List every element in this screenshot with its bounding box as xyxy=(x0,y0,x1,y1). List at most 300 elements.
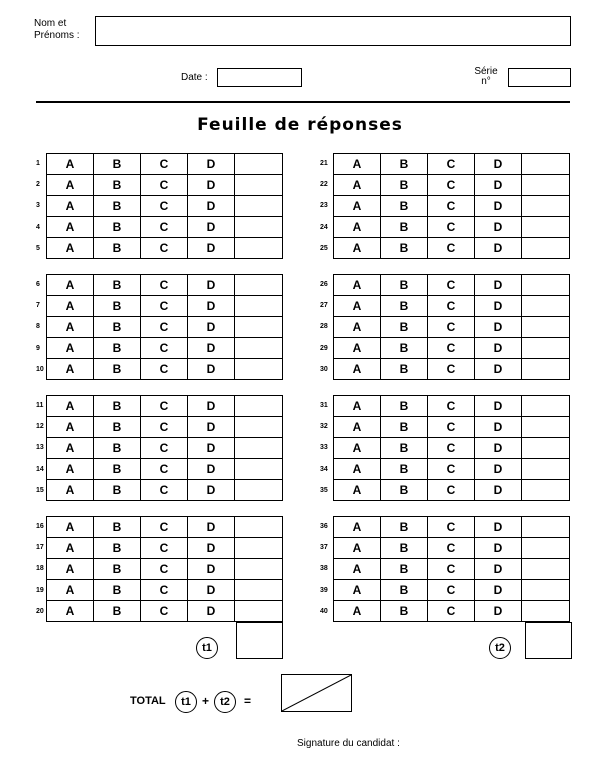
option-a-cell[interactable]: A xyxy=(47,559,94,580)
answer-mark-cell[interactable] xyxy=(235,154,283,175)
question-row xyxy=(334,417,570,438)
question-number: 27 xyxy=(320,302,328,310)
question-row xyxy=(334,459,570,480)
answer-mark-cell[interactable] xyxy=(235,538,283,559)
option-b-cell[interactable]: B xyxy=(381,559,428,580)
answer-mark-cell[interactable] xyxy=(522,175,570,196)
date-label: Date : xyxy=(181,72,208,83)
question-row xyxy=(47,296,283,317)
question-number: 31 xyxy=(320,402,328,409)
name-field[interactable] xyxy=(95,16,571,46)
question-row xyxy=(47,317,283,338)
option-c-cell[interactable]: C xyxy=(428,275,475,296)
question-number: 33 xyxy=(320,444,328,452)
option-b-cell[interactable]: B xyxy=(94,480,141,501)
option-c-cell[interactable]: C xyxy=(141,154,188,175)
option-c-cell[interactable]: C xyxy=(141,175,188,196)
question-row xyxy=(47,417,283,438)
question-row xyxy=(47,359,283,380)
option-d-cell[interactable]: D xyxy=(188,275,235,296)
option-d-cell[interactable]: D xyxy=(188,459,235,480)
option-a-cell[interactable]: A xyxy=(47,538,94,559)
question-number: 36 xyxy=(320,523,328,530)
option-d-cell[interactable]: D xyxy=(475,517,522,538)
option-c-cell[interactable]: C xyxy=(141,580,188,601)
option-c-cell[interactable]: C xyxy=(141,559,188,580)
option-a-cell[interactable]: A xyxy=(47,580,94,601)
answer-block xyxy=(333,516,570,622)
option-b-cell[interactable]: B xyxy=(94,275,141,296)
question-row xyxy=(334,538,570,559)
subtotal-t1-box[interactable] xyxy=(236,622,283,659)
question-number: 19 xyxy=(36,586,44,594)
question-row xyxy=(47,559,283,580)
option-c-cell[interactable]: C xyxy=(141,459,188,480)
option-c-cell[interactable]: C xyxy=(141,238,188,259)
option-d-cell[interactable]: D xyxy=(188,238,235,259)
total-t1-badge: t1 xyxy=(175,691,197,713)
option-b-cell[interactable]: B xyxy=(381,417,428,438)
option-a-cell[interactable]: A xyxy=(334,217,381,238)
question-number: 5 xyxy=(36,244,40,252)
answer-mark-cell[interactable] xyxy=(522,480,570,501)
option-b-cell[interactable]: B xyxy=(381,359,428,380)
serie-field[interactable] xyxy=(508,68,571,87)
option-d-cell[interactable]: D xyxy=(188,359,235,380)
question-number: 6 xyxy=(36,281,40,288)
option-b-cell[interactable]: B xyxy=(94,217,141,238)
date-field[interactable] xyxy=(217,68,302,87)
question-row xyxy=(334,296,570,317)
option-b-cell[interactable]: B xyxy=(94,175,141,196)
question-number: 2 xyxy=(36,181,40,189)
option-a-cell[interactable]: A xyxy=(334,438,381,459)
option-b-cell[interactable]: B xyxy=(94,417,141,438)
question-row xyxy=(47,238,283,259)
option-c-cell[interactable]: C xyxy=(141,438,188,459)
question-number: 10 xyxy=(36,365,44,373)
total-plus: + xyxy=(202,694,210,708)
answer-mark-cell[interactable] xyxy=(235,296,283,317)
option-a-cell[interactable]: A xyxy=(334,359,381,380)
option-a-cell[interactable]: A xyxy=(334,154,381,175)
answer-mark-cell[interactable] xyxy=(522,154,570,175)
subtotal-t1-badge: t1 xyxy=(196,637,218,659)
option-c-cell[interactable]: C xyxy=(141,196,188,217)
answer-block xyxy=(46,395,283,501)
option-c-cell[interactable]: C xyxy=(428,317,475,338)
question-number: 1 xyxy=(36,160,40,167)
serie-label xyxy=(468,67,504,87)
total-equals: = xyxy=(244,694,252,708)
question-row xyxy=(334,480,570,501)
option-c-cell[interactable]: C xyxy=(428,175,475,196)
answer-mark-cell[interactable] xyxy=(522,317,570,338)
option-d-cell[interactable]: D xyxy=(188,538,235,559)
answer-mark-cell[interactable] xyxy=(235,580,283,601)
option-d-cell[interactable]: D xyxy=(188,559,235,580)
question-number: 25 xyxy=(320,244,328,252)
option-a-cell[interactable]: A xyxy=(47,238,94,259)
option-a-cell[interactable]: A xyxy=(334,275,381,296)
question-number: 18 xyxy=(36,565,44,573)
option-a-cell[interactable]: A xyxy=(47,154,94,175)
option-a-cell[interactable]: A xyxy=(47,296,94,317)
answer-mark-cell[interactable] xyxy=(235,275,283,296)
option-d-cell[interactable]: D xyxy=(188,480,235,501)
option-b-cell[interactable]: B xyxy=(381,517,428,538)
option-d-cell[interactable]: D xyxy=(188,580,235,601)
option-b-cell[interactable]: B xyxy=(381,438,428,459)
option-c-cell[interactable]: C xyxy=(141,275,188,296)
total-label: TOTAL xyxy=(130,695,166,707)
option-b-cell[interactable]: B xyxy=(94,359,141,380)
option-d-cell[interactable]: D xyxy=(475,275,522,296)
answer-mark-cell[interactable] xyxy=(235,317,283,338)
serie-label-line-2: n° xyxy=(481,76,491,87)
option-c-cell[interactable]: C xyxy=(428,238,475,259)
option-c-cell[interactable]: C xyxy=(141,396,188,417)
option-a-cell[interactable]: A xyxy=(334,459,381,480)
question-number: 9 xyxy=(36,344,40,352)
question-row xyxy=(334,196,570,217)
answer-block xyxy=(46,516,283,622)
option-b-cell[interactable]: B xyxy=(381,154,428,175)
option-a-cell[interactable]: A xyxy=(47,480,94,501)
question-number: 32 xyxy=(320,423,328,431)
option-a-cell[interactable]: A xyxy=(47,317,94,338)
option-c-cell[interactable]: C xyxy=(428,580,475,601)
option-a-cell[interactable]: A xyxy=(47,217,94,238)
question-number: 34 xyxy=(320,465,328,473)
answer-mark-cell[interactable] xyxy=(522,459,570,480)
question-number: 8 xyxy=(36,323,40,331)
option-d-cell[interactable]: D xyxy=(188,175,235,196)
question-row xyxy=(47,217,283,238)
question-row xyxy=(334,359,570,380)
question-number: 37 xyxy=(320,544,328,552)
option-b-cell[interactable]: B xyxy=(381,480,428,501)
option-b-cell[interactable]: B xyxy=(94,154,141,175)
option-b-cell[interactable]: B xyxy=(381,296,428,317)
option-a-cell[interactable]: A xyxy=(334,238,381,259)
option-c-cell[interactable]: C xyxy=(428,396,475,417)
option-a-cell[interactable]: A xyxy=(334,317,381,338)
header-divider xyxy=(36,101,570,103)
subtotal-t2-box[interactable] xyxy=(525,622,572,659)
answer-block xyxy=(46,153,283,259)
answer-mark-cell[interactable] xyxy=(235,517,283,538)
question-number: 24 xyxy=(320,223,328,231)
answer-mark-cell[interactable] xyxy=(235,559,283,580)
answer-block xyxy=(333,153,570,259)
question-number: 4 xyxy=(36,223,40,231)
option-b-cell[interactable]: B xyxy=(94,296,141,317)
option-b-cell[interactable]: B xyxy=(94,196,141,217)
option-d-cell[interactable]: D xyxy=(475,238,522,259)
option-c-cell[interactable]: C xyxy=(141,417,188,438)
question-row xyxy=(334,317,570,338)
option-b-cell[interactable]: B xyxy=(94,438,141,459)
option-a-cell[interactable]: A xyxy=(334,538,381,559)
option-b-cell[interactable]: B xyxy=(94,317,141,338)
question-number: 3 xyxy=(36,202,40,210)
answer-mark-cell[interactable] xyxy=(235,438,283,459)
option-b-cell[interactable]: B xyxy=(94,580,141,601)
option-b-cell[interactable]: B xyxy=(381,196,428,217)
option-b-cell[interactable]: B xyxy=(381,459,428,480)
option-d-cell[interactable]: D xyxy=(475,438,522,459)
option-d-cell[interactable]: D xyxy=(188,317,235,338)
option-b-cell[interactable]: B xyxy=(381,580,428,601)
option-d-cell[interactable]: D xyxy=(188,338,235,359)
option-a-cell[interactable]: A xyxy=(47,601,94,622)
option-d-cell[interactable]: D xyxy=(188,601,235,622)
option-c-cell[interactable]: C xyxy=(428,601,475,622)
question-number: 16 xyxy=(36,523,44,530)
option-c-cell[interactable]: C xyxy=(428,538,475,559)
answer-mark-cell[interactable] xyxy=(522,580,570,601)
option-d-cell[interactable]: D xyxy=(475,538,522,559)
option-c-cell[interactable]: C xyxy=(141,359,188,380)
option-c-cell[interactable]: C xyxy=(428,196,475,217)
question-number: 17 xyxy=(36,544,44,552)
option-d-cell[interactable]: D xyxy=(475,217,522,238)
question-number: 38 xyxy=(320,565,328,573)
option-a-cell[interactable]: A xyxy=(334,601,381,622)
option-b-cell[interactable]: B xyxy=(94,601,141,622)
option-c-cell[interactable]: C xyxy=(141,317,188,338)
option-c-cell[interactable]: C xyxy=(141,601,188,622)
option-d-cell[interactable]: D xyxy=(188,517,235,538)
option-a-cell[interactable]: A xyxy=(47,438,94,459)
question-number: 7 xyxy=(36,302,40,310)
answer-block xyxy=(333,395,570,501)
option-c-cell[interactable]: C xyxy=(428,559,475,580)
question-row xyxy=(47,601,283,622)
answer-mark-cell[interactable] xyxy=(235,359,283,380)
option-b-cell[interactable]: B xyxy=(94,238,141,259)
total-score-diagonal xyxy=(282,675,351,711)
page-title: Feuille de réponses xyxy=(197,115,403,135)
question-number: 30 xyxy=(320,365,328,373)
question-row xyxy=(334,396,570,417)
question-row xyxy=(47,538,283,559)
answer-block xyxy=(46,274,283,380)
serie-label-line-1: Série xyxy=(474,66,498,77)
option-a-cell[interactable]: A xyxy=(334,580,381,601)
option-d-cell[interactable]: D xyxy=(188,417,235,438)
question-number: 22 xyxy=(320,181,328,189)
option-b-cell[interactable]: B xyxy=(381,175,428,196)
option-b-cell[interactable]: B xyxy=(94,517,141,538)
question-row xyxy=(47,338,283,359)
option-b-cell[interactable]: B xyxy=(381,338,428,359)
option-d-cell[interactable]: D xyxy=(475,196,522,217)
option-a-cell[interactable]: A xyxy=(334,196,381,217)
option-c-cell[interactable]: C xyxy=(141,538,188,559)
option-b-cell[interactable]: B xyxy=(381,396,428,417)
option-a-cell[interactable]: A xyxy=(334,175,381,196)
question-row xyxy=(334,238,570,259)
option-b-cell[interactable]: B xyxy=(94,459,141,480)
answer-mark-cell[interactable] xyxy=(522,359,570,380)
option-b-cell[interactable]: B xyxy=(94,538,141,559)
answer-mark-cell[interactable] xyxy=(522,217,570,238)
total-t2-badge: t2 xyxy=(214,691,236,713)
option-b-cell[interactable]: B xyxy=(381,538,428,559)
option-a-cell[interactable]: A xyxy=(47,396,94,417)
answer-mark-cell[interactable] xyxy=(522,601,570,622)
option-a-cell[interactable]: A xyxy=(334,480,381,501)
option-a-cell[interactable]: A xyxy=(47,417,94,438)
option-d-cell[interactable]: D xyxy=(475,396,522,417)
option-d-cell[interactable]: D xyxy=(475,480,522,501)
option-d-cell[interactable]: D xyxy=(475,580,522,601)
question-number: 23 xyxy=(320,202,328,210)
option-d-cell[interactable]: D xyxy=(475,338,522,359)
answer-mark-cell[interactable] xyxy=(522,396,570,417)
answer-mark-cell[interactable] xyxy=(235,480,283,501)
option-c-cell[interactable]: C xyxy=(428,296,475,317)
question-row xyxy=(334,559,570,580)
question-number: 12 xyxy=(36,423,44,431)
question-row xyxy=(47,154,283,175)
option-a-cell[interactable]: A xyxy=(334,396,381,417)
option-d-cell[interactable]: D xyxy=(188,438,235,459)
answer-mark-cell[interactable] xyxy=(235,417,283,438)
option-a-cell[interactable]: A xyxy=(334,559,381,580)
question-row xyxy=(47,175,283,196)
answer-mark-cell[interactable] xyxy=(522,417,570,438)
option-b-cell[interactable]: B xyxy=(381,275,428,296)
answer-mark-cell[interactable] xyxy=(235,196,283,217)
option-d-cell[interactable]: D xyxy=(475,359,522,380)
option-c-cell[interactable]: C xyxy=(428,154,475,175)
answer-mark-cell[interactable] xyxy=(522,338,570,359)
question-row xyxy=(47,517,283,538)
option-b-cell[interactable]: B xyxy=(381,601,428,622)
option-c-cell[interactable]: C xyxy=(141,217,188,238)
option-c-cell[interactable]: C xyxy=(428,517,475,538)
question-number: 29 xyxy=(320,344,328,352)
name-label-line-2: Prénoms : xyxy=(34,30,80,41)
option-b-cell[interactable]: B xyxy=(381,217,428,238)
answer-mark-cell[interactable] xyxy=(522,517,570,538)
option-a-cell[interactable]: A xyxy=(334,296,381,317)
question-row xyxy=(47,480,283,501)
answer-mark-cell[interactable] xyxy=(522,196,570,217)
option-c-cell[interactable]: C xyxy=(428,338,475,359)
question-row xyxy=(47,580,283,601)
option-c-cell[interactable]: C xyxy=(428,480,475,501)
option-a-cell[interactable]: A xyxy=(334,417,381,438)
option-d-cell[interactable]: D xyxy=(188,196,235,217)
option-d-cell[interactable]: D xyxy=(475,417,522,438)
answer-mark-cell[interactable] xyxy=(522,538,570,559)
question-row xyxy=(47,275,283,296)
signature-label: Signature du candidat : xyxy=(297,738,400,749)
question-row xyxy=(47,396,283,417)
option-a-cell[interactable]: A xyxy=(47,517,94,538)
option-a-cell[interactable]: A xyxy=(334,517,381,538)
answer-mark-cell[interactable] xyxy=(235,601,283,622)
option-d-cell[interactable]: D xyxy=(475,154,522,175)
answer-mark-cell[interactable] xyxy=(522,438,570,459)
option-d-cell[interactable]: D xyxy=(475,601,522,622)
answer-mark-cell[interactable] xyxy=(235,175,283,196)
option-d-cell[interactable]: D xyxy=(188,396,235,417)
answer-mark-cell[interactable] xyxy=(522,275,570,296)
question-row xyxy=(47,438,283,459)
option-a-cell[interactable]: A xyxy=(334,338,381,359)
option-d-cell[interactable]: D xyxy=(475,459,522,480)
question-row xyxy=(334,580,570,601)
option-b-cell[interactable]: B xyxy=(94,396,141,417)
option-a-cell[interactable]: A xyxy=(47,196,94,217)
option-a-cell[interactable]: A xyxy=(47,275,94,296)
option-c-cell[interactable]: C xyxy=(428,417,475,438)
question-row xyxy=(334,517,570,538)
option-d-cell[interactable]: D xyxy=(475,175,522,196)
question-row xyxy=(334,217,570,238)
option-a-cell[interactable]: A xyxy=(47,459,94,480)
option-a-cell[interactable]: A xyxy=(47,338,94,359)
option-d-cell[interactable]: D xyxy=(188,217,235,238)
answer-mark-cell[interactable] xyxy=(522,559,570,580)
option-d-cell[interactable]: D xyxy=(475,296,522,317)
question-number: 11 xyxy=(36,402,44,409)
question-number: 28 xyxy=(320,323,328,331)
option-d-cell[interactable]: D xyxy=(188,154,235,175)
option-a-cell[interactable]: A xyxy=(47,359,94,380)
option-b-cell[interactable]: B xyxy=(94,559,141,580)
option-a-cell[interactable]: A xyxy=(47,175,94,196)
question-row xyxy=(334,438,570,459)
answer-mark-cell[interactable] xyxy=(235,238,283,259)
option-b-cell[interactable]: B xyxy=(381,238,428,259)
option-c-cell[interactable]: C xyxy=(141,296,188,317)
answer-mark-cell[interactable] xyxy=(522,238,570,259)
question-number: 39 xyxy=(320,586,328,594)
total-score-box[interactable] xyxy=(281,674,352,712)
answer-mark-cell[interactable] xyxy=(235,217,283,238)
answer-mark-cell[interactable] xyxy=(235,396,283,417)
option-c-cell[interactable]: C xyxy=(428,217,475,238)
question-number: 15 xyxy=(36,486,44,494)
answer-mark-cell[interactable] xyxy=(235,338,283,359)
answer-mark-cell[interactable] xyxy=(235,459,283,480)
option-d-cell[interactable]: D xyxy=(475,317,522,338)
option-c-cell[interactable]: C xyxy=(141,338,188,359)
answer-mark-cell[interactable] xyxy=(522,296,570,317)
question-row xyxy=(334,601,570,622)
question-row xyxy=(334,175,570,196)
question-number: 35 xyxy=(320,486,328,494)
option-d-cell[interactable]: D xyxy=(475,559,522,580)
option-b-cell[interactable]: B xyxy=(94,338,141,359)
option-c-cell[interactable]: C xyxy=(428,459,475,480)
question-number: 14 xyxy=(36,465,44,473)
option-b-cell[interactable]: B xyxy=(381,317,428,338)
option-c-cell[interactable]: C xyxy=(141,517,188,538)
answer-block xyxy=(333,274,570,380)
option-c-cell[interactable]: C xyxy=(141,480,188,501)
option-c-cell[interactable]: C xyxy=(428,438,475,459)
option-c-cell[interactable]: C xyxy=(428,359,475,380)
option-d-cell[interactable]: D xyxy=(188,296,235,317)
question-number: 13 xyxy=(36,444,44,452)
